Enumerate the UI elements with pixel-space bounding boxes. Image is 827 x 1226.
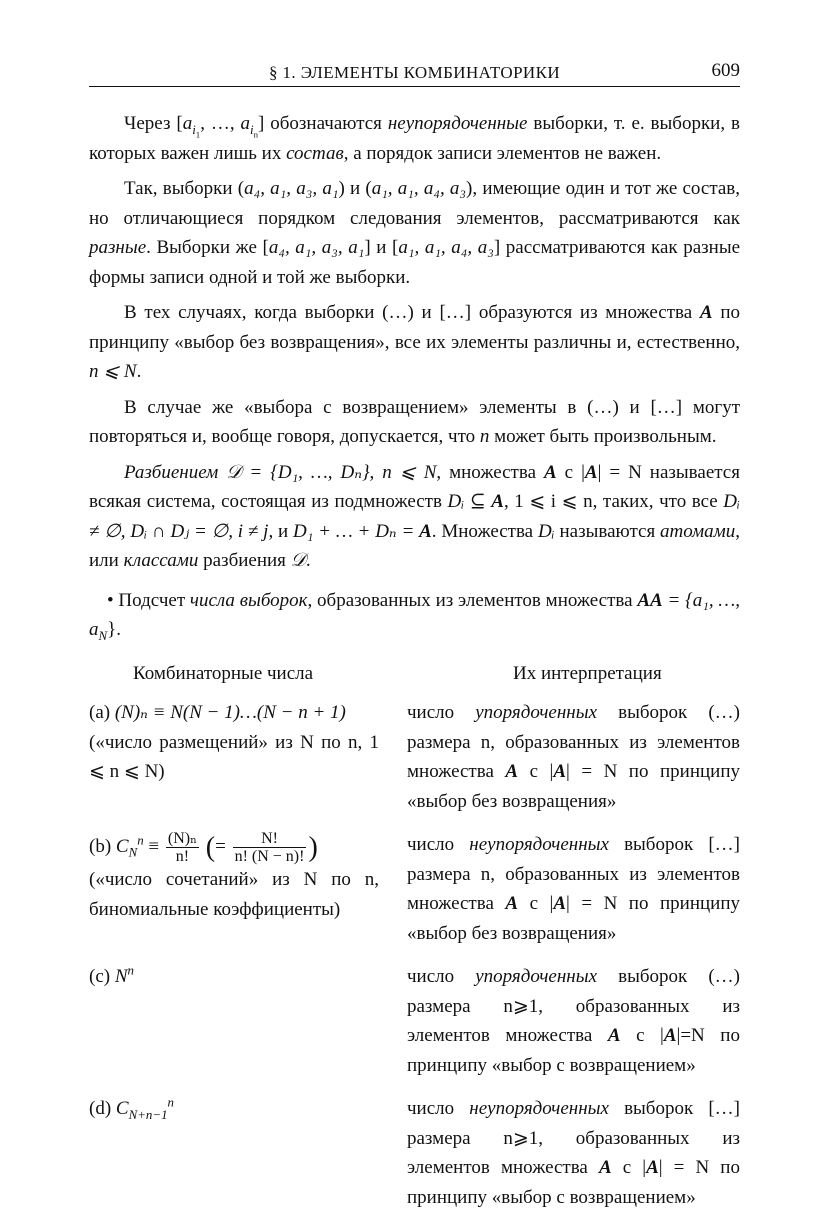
term-number-of-samples: числа выборок — [189, 589, 308, 611]
table-row — [89, 698, 740, 816]
section-title: § 1. ЭЛЕМЕНТЫ КОМБИНАТОРИКИ — [268, 63, 561, 82]
formula-cell: (a) (N)ₙ ≡ N(N − 1)…(N − n + 1) («число размещений» из N по n, 1 ⩽ n ⩽ N) — [89, 702, 379, 782]
paragraph-without-replacement: В тех случаях, когда выборки (…) и […] образуются из множества A по принципу «выбор без возвращения», все их элементы различны и, естественно, n ⩽ N. — [89, 302, 740, 382]
term-composition: состав — [286, 142, 344, 164]
table-row — [89, 830, 740, 948]
table-row — [89, 1094, 740, 1212]
term-classes: классами — [123, 550, 199, 571]
interpretation-cell: число упорядоченных выборок (…) размера n⩾1, образованных из элементов множества A с |A|=N по принципу «выбор с возвращением» — [407, 966, 740, 1076]
term-different: разные — [89, 237, 147, 258]
fraction: $\frac{\text{(N)ₙ}}{n!}$ — [167, 830, 198, 865]
text-body — [89, 109, 740, 1212]
term-partition: Разбиением — [124, 461, 219, 483]
paragraph-partition: Разбиением 𝒟 = {D₁, …, Dₙ}, n ⩽ N, множества A с |A| = N называется всякая система, состоящая из подмножеств Dᵢ ⊆ A, 1 ⩽ i ⩽ n, таких, что все Dᵢ ≠ ∅, Dᵢ ∩ Dⱼ = ∅, i ≠ j, и D₁ + … + Dₙ = A. Множества Dᵢ называются атомами, или классами разбиения 𝒟. — [89, 461, 741, 571]
paragraph-example: Так, выборки (a₄, a₁, a₃, a₁) и (a₁, a₁, a₄, a₃), имеющие один и тот же состав, но отличающиеся порядком следования элементов, рассматриваются как разные. Выборки же [a₄, a₁, a₃, a₁] и [a₁, a₁, a₄, a₃] рассматриваются как разные формы записи одной и той же выборки. — [89, 178, 741, 288]
header-combinatorial-numbers: Комбинаторные числа — [133, 662, 314, 684]
header-interpretation: Их интерпретация — [513, 662, 662, 684]
term-unordered: неупорядоченные — [387, 113, 528, 134]
paragraph-with-replacement: В случае же «выбора с возвращением» элементы в (…) и […] могут повторяться и, вообще говоря, допускается, что n может быть произвольным. — [89, 396, 740, 447]
interpretation-cell: число неупорядоченных выборок […] размера n, образованных из элементов множества A с |A| = N по принципу «выбор без возвращения» — [407, 834, 740, 944]
paragraph-counting: • Подсчет числа выборок, образованных из элементов множества AA = {a₁, …, $a_N$}. — [89, 589, 740, 643]
bullet-icon: • — [107, 589, 114, 611]
table-row — [89, 962, 740, 1080]
paragraph-unordered-samples: Через [$a_{i_1}$, …, $a_{i_n}$] обозначаются неупорядоченные выборки, т. е. выборки, в которых важен лишь их состав, а порядок записи элементов не важен. — [89, 113, 740, 164]
running-header — [89, 56, 740, 87]
fraction: $\frac{N!}{n! (N - n)!}$ — [234, 830, 305, 865]
page-number: 609 — [711, 60, 740, 81]
table-header — [89, 659, 740, 689]
term-atoms: атомами — [660, 520, 736, 542]
book-page — [89, 56, 740, 1226]
formula-cell: (d) $C_{N+n-1}^n$ — [89, 1094, 174, 1122]
interpretation-cell: число неупорядоченных выборок […] размера n⩾1, образованных из элементов множества A с |A| = N по принципу «выбор с возвращением» — [407, 1098, 740, 1208]
formula-cell: (c) $N^n$ — [89, 962, 134, 987]
formula-cell: (b) $C_N^n$ ≡ $\frac{\text{(N)ₙ}}{n!}$ (= $\frac{N!}{n! (N - n)!}$ ) («число сочетаний» из N по n, биномиальные коэффициенты) — [89, 830, 379, 920]
interpretation-cell: число упорядоченных выборок (…) размера n, образованных из элементов множества A с |A| = N по принципу «выбор без возвращения» — [407, 702, 740, 812]
